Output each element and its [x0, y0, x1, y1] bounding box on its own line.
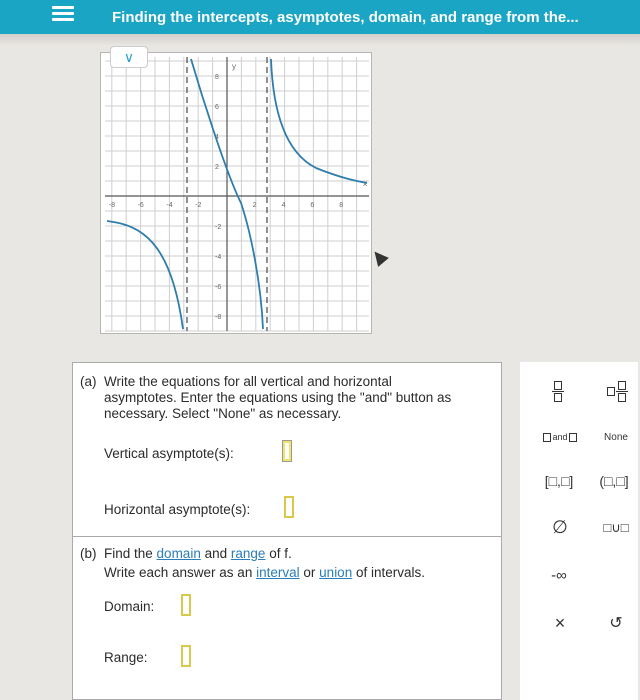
part-b-label: (b) [80, 546, 97, 561]
and-button[interactable] [537, 428, 583, 446]
range-label: Range: [104, 650, 148, 665]
y-tick-label: -6 [215, 284, 222, 291]
domain-input[interactable] [181, 594, 191, 616]
collapse-button[interactable] [110, 46, 148, 68]
x-axis-label: x [363, 179, 367, 188]
page-title: Finding the intercepts, asymptotes, domain, and range from the... [112, 9, 579, 26]
interval-link[interactable]: interval [256, 565, 300, 580]
y-axis-label: y [232, 62, 236, 71]
closed-interval-button[interactable]: [□,□] [544, 473, 574, 489]
part-a-instructions-line1: Write the equations for all vertical and horizontal [104, 374, 392, 389]
x-tick-label: 4 [281, 202, 286, 209]
y-tick-label: 4 [215, 134, 219, 141]
chevron-down-icon: ∨ [123, 48, 135, 65]
vertical-asymptote-label: Vertical asymptote(s): [104, 446, 234, 461]
y-tick-label: 8 [215, 74, 219, 81]
range-input[interactable] [181, 645, 191, 667]
x-tick-label: -6 [137, 202, 144, 209]
curve-left-branch [107, 221, 183, 329]
text-or: or [303, 565, 316, 580]
header-strip [0, 34, 640, 46]
x-tick-label: 2 [252, 202, 257, 209]
and-left-box-icon [543, 433, 551, 442]
fraction-icon [552, 381, 564, 402]
horizontal-asymptote-input[interactable] [284, 496, 294, 518]
part-b-instructions-line1 [104, 546, 292, 562]
text-of-intervals: of intervals. [355, 565, 426, 580]
range-link[interactable]: range [230, 546, 266, 561]
clear-button[interactable]: × [554, 612, 566, 633]
fraction-button[interactable] [540, 374, 576, 408]
undo-button[interactable]: ↺ [609, 615, 623, 632]
y-tick-label: -8 [215, 314, 222, 321]
text-and: and [204, 546, 228, 561]
function-graph [101, 53, 373, 335]
part-divider [72, 536, 502, 537]
mixed-number-button[interactable] [598, 374, 636, 408]
domain-label: Domain: [104, 599, 155, 614]
part-a-instructions-line2: asymptotes. Enter the equations using the "and" button as [104, 390, 452, 405]
union-button[interactable]: □∪□ [603, 520, 629, 535]
part-b-instructions-line2 [104, 565, 425, 581]
and-right-box-icon [569, 433, 577, 442]
part-a-label: (a) [80, 374, 97, 389]
and-label: and [552, 432, 568, 442]
text-find: Find the [104, 546, 153, 561]
part-a-instructions-line3: necessary. Select "None" as necessary. [104, 406, 342, 421]
negative-infinity-button[interactable]: -∞ [551, 566, 567, 584]
x-tick-label: -2 [195, 202, 202, 209]
x-tick-label: 8 [339, 202, 344, 209]
text-write-each: Write each answer as an [104, 565, 253, 580]
graph-card [100, 52, 372, 334]
empty-set-button[interactable]: ∅ [552, 516, 568, 537]
mixed-number-icon [606, 381, 628, 402]
y-tick-label: 2 [215, 164, 219, 171]
union-link[interactable]: union [319, 565, 353, 580]
menu-icon[interactable] [52, 3, 74, 25]
domain-link[interactable]: domain [156, 546, 201, 561]
none-button[interactable]: None [604, 431, 628, 443]
x-tick-label: 6 [310, 202, 315, 209]
x-tick-label: -4 [166, 202, 173, 209]
halfopen-interval-button[interactable]: (□,□] [599, 473, 629, 489]
y-tick-label: -4 [215, 254, 222, 261]
vertical-asymptote-input[interactable] [282, 440, 292, 462]
text-of-f: of f. [269, 546, 292, 561]
x-tick-label: -8 [108, 202, 116, 209]
horizontal-asymptote-label: Horizontal asymptote(s): [104, 502, 251, 517]
y-tick-label: 6 [215, 104, 219, 111]
y-tick-label: -2 [215, 224, 222, 231]
